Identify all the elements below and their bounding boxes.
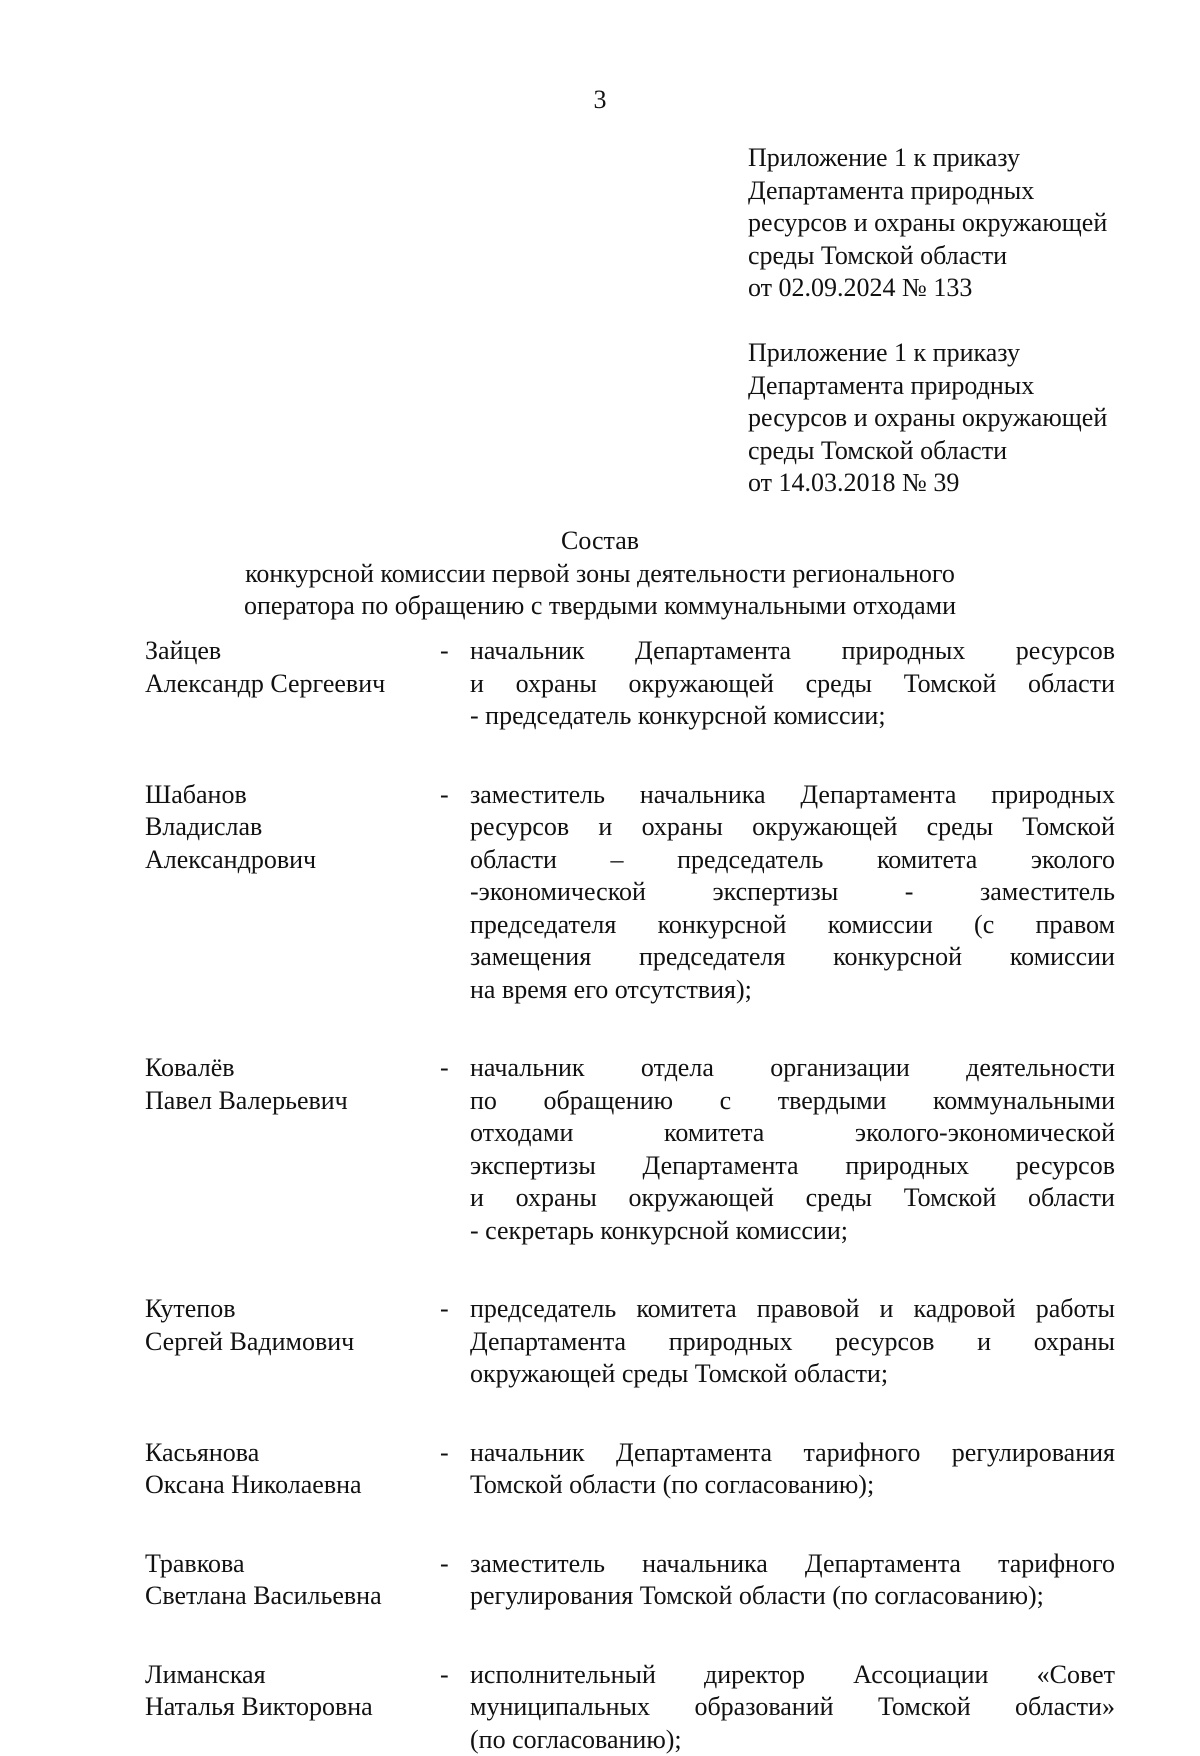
role-word: начальник — [470, 635, 585, 668]
role-word: охраны — [642, 811, 723, 844]
member-dash: - — [440, 779, 449, 812]
member-name-line: Павел Валерьевич — [145, 1085, 435, 1118]
commission-members-list — [145, 635, 1115, 1756]
member-role — [470, 635, 1115, 733]
role-word: Департамента — [635, 635, 791, 668]
role-word: ресурсов — [835, 1326, 934, 1359]
role-word: начальника — [640, 779, 766, 812]
role-word: Томской — [904, 668, 997, 701]
member-entry — [145, 1293, 1115, 1391]
role-word: ресурсов — [1016, 1150, 1115, 1183]
role-word: начальник — [470, 1437, 585, 1470]
role-word: Томской — [904, 1182, 997, 1215]
role-word: природных — [991, 779, 1115, 812]
member-dash: - — [440, 1052, 449, 1085]
member-name-line: Наталья Викторовна — [145, 1691, 435, 1724]
role-word: среды — [806, 668, 872, 701]
role-word: области» — [1015, 1691, 1115, 1724]
member-name-line: Оксана Николаевна — [145, 1469, 435, 1502]
role-word: охраны — [516, 1182, 597, 1215]
role-word: окружающей — [629, 1182, 774, 1215]
member-role — [470, 779, 1115, 1007]
role-word: заместитель — [470, 779, 605, 812]
title-subheading-line: конкурсной комиссии первой зоны деятельности регионального — [0, 558, 1200, 591]
member-role-line — [470, 876, 1115, 909]
appendix-line: от 14.03.2018 № 39 — [748, 467, 1168, 500]
member-dash: - — [440, 635, 449, 668]
member-name — [145, 1437, 435, 1502]
appendix-line: среды Томской области — [748, 435, 1168, 468]
member-entry — [145, 1548, 1115, 1613]
member-role — [470, 1437, 1115, 1502]
page-number: 3 — [0, 84, 1200, 116]
role-word: эколого-экономической — [855, 1117, 1115, 1150]
role-word: с — [720, 1085, 732, 1118]
role-word: отдела — [641, 1052, 714, 1085]
role-word: экспертизы — [470, 1150, 596, 1183]
role-word: природных — [842, 635, 966, 668]
member-role-line — [470, 1659, 1115, 1692]
role-word: муниципальных — [470, 1691, 650, 1724]
role-word: замещения — [470, 941, 591, 974]
member-role-line — [470, 1182, 1115, 1215]
member-role-line — [470, 779, 1115, 812]
role-word: работы — [1036, 1293, 1115, 1326]
member-role-line: на время его отсутствия); — [470, 974, 1115, 1007]
member-role-line: Томской области (по согласованию); — [470, 1469, 1115, 1502]
appendix-line: Департамента природных — [748, 175, 1168, 208]
role-word: и — [470, 668, 484, 701]
title-subheading-line: оператора по обращению с твердыми коммунальными отходами — [0, 590, 1200, 623]
member-name-line: Шабанов — [145, 779, 435, 812]
member-entry — [145, 1052, 1115, 1247]
member-role-line — [470, 1052, 1115, 1085]
member-role-line: (по согласованию); — [470, 1724, 1115, 1756]
appendix-line: Департамента природных — [748, 370, 1168, 403]
member-role-line — [470, 909, 1115, 942]
role-word: правом — [1035, 909, 1115, 942]
role-word: председателя — [470, 909, 616, 942]
role-word: Департамента — [805, 1548, 961, 1581]
role-word: и — [470, 1182, 484, 1215]
appendix-line: ресурсов и охраны окружающей — [748, 207, 1168, 240]
role-word: Департамента — [643, 1150, 799, 1183]
role-word: председатель — [677, 844, 823, 877]
member-role-line — [470, 635, 1115, 668]
role-word: начальник — [470, 1052, 585, 1085]
appendix-line: среды Томской области — [748, 240, 1168, 273]
role-word: окружающей — [752, 811, 897, 844]
appendix-line: Приложение 1 к приказу — [748, 337, 1168, 370]
role-word: -экономической — [470, 876, 646, 909]
role-word: – — [611, 844, 624, 877]
role-word: Томской — [878, 1691, 971, 1724]
role-word: комитета — [664, 1117, 764, 1150]
appendix-line: ресурсов и охраны окружающей — [748, 402, 1168, 435]
role-word: обращению — [543, 1085, 673, 1118]
member-entry — [145, 1659, 1115, 1756]
member-entry — [145, 779, 1115, 1007]
role-word: области — [470, 844, 557, 877]
role-word: тарифного — [998, 1548, 1115, 1581]
member-name-line: Зайцев — [145, 635, 435, 668]
member-role-line: - секретарь конкурсной комиссии; — [470, 1215, 1115, 1248]
member-name-line: Касьянова — [145, 1437, 435, 1470]
member-name-line: Владислав — [145, 811, 435, 844]
member-name-line: Ковалёв — [145, 1052, 435, 1085]
role-word: Томской — [1022, 811, 1115, 844]
member-role-line — [470, 1117, 1115, 1150]
role-word: кадровой — [914, 1293, 1016, 1326]
role-word: Ассоциации — [853, 1659, 988, 1692]
member-role — [470, 1548, 1115, 1613]
member-name — [145, 635, 435, 700]
member-role-line — [470, 1150, 1115, 1183]
role-word: «Совет — [1037, 1659, 1115, 1692]
role-word: конкурсной — [833, 941, 962, 974]
role-word: Департамента — [800, 779, 956, 812]
member-role-line — [470, 1437, 1115, 1470]
document-title — [0, 525, 1200, 623]
role-word: Департамента — [616, 1437, 772, 1470]
member-dash: - — [440, 1659, 449, 1692]
role-word: области — [1028, 1182, 1115, 1215]
member-role-line — [470, 1326, 1115, 1359]
member-role-line — [470, 668, 1115, 701]
role-word: тарифного — [803, 1437, 920, 1470]
member-name — [145, 779, 435, 877]
role-word: и — [598, 811, 612, 844]
role-word: комиссии — [828, 909, 933, 942]
role-word: - — [905, 876, 914, 909]
role-word: организации — [770, 1052, 910, 1085]
role-word: (с — [974, 909, 994, 942]
role-word: Департамента — [470, 1326, 626, 1359]
role-word: и — [880, 1293, 894, 1326]
role-word: экспертизы — [712, 876, 838, 909]
role-word: среды — [806, 1182, 872, 1215]
member-name-line: Лиманская — [145, 1659, 435, 1692]
appendix-reference-current — [748, 142, 1168, 305]
member-role-line — [470, 1691, 1115, 1724]
role-word: конкурсной — [658, 909, 787, 942]
member-entry — [145, 1437, 1115, 1502]
role-word: заместитель — [980, 876, 1115, 909]
member-name-line: Сергей Вадимович — [145, 1326, 435, 1359]
role-word: по — [470, 1085, 497, 1118]
member-name-line: Александрович — [145, 844, 435, 877]
role-word: ресурсов — [470, 811, 569, 844]
role-word: председатель — [470, 1293, 616, 1326]
role-word: эколого — [1031, 844, 1115, 877]
member-role — [470, 1293, 1115, 1391]
role-word: твердыми — [778, 1085, 887, 1118]
role-word: области — [1028, 668, 1115, 701]
title-heading: Состав — [0, 525, 1200, 558]
role-word: среды — [927, 811, 993, 844]
appendix-line: от 02.09.2024 № 133 — [748, 272, 1168, 305]
role-word: комитета — [636, 1293, 736, 1326]
role-word: природных — [845, 1150, 969, 1183]
member-role-line — [470, 1085, 1115, 1118]
role-word: образований — [694, 1691, 833, 1724]
member-dash: - — [440, 1437, 449, 1470]
appendix-reference-original — [748, 337, 1168, 500]
role-word: регулирования — [952, 1437, 1115, 1470]
member-name-line: Травкова — [145, 1548, 435, 1581]
role-word: окружающей — [629, 668, 774, 701]
member-name-line: Светлана Васильевна — [145, 1580, 435, 1613]
member-dash: - — [440, 1293, 449, 1326]
member-role-line — [470, 811, 1115, 844]
member-name — [145, 1659, 435, 1724]
member-name-line: Кутепов — [145, 1293, 435, 1326]
member-name — [145, 1052, 435, 1117]
role-word: председателя — [639, 941, 785, 974]
member-role-line: окружающей среды Томской области; — [470, 1358, 1115, 1391]
role-word: комитета — [877, 844, 977, 877]
role-word: и — [977, 1326, 991, 1359]
member-role-line — [470, 1293, 1115, 1326]
member-role — [470, 1052, 1115, 1247]
role-word: деятельности — [966, 1052, 1115, 1085]
appendix-line: Приложение 1 к приказу — [748, 142, 1168, 175]
role-word: охраны — [516, 668, 597, 701]
member-dash: - — [440, 1548, 449, 1581]
member-role-line: - председатель конкурсной комиссии; — [470, 700, 1115, 733]
member-name-line: Александр Сергеевич — [145, 668, 435, 701]
member-role-line: регулирования Томской области (по согласованию); — [470, 1580, 1115, 1613]
role-word: исполнительный — [470, 1659, 656, 1692]
member-role — [470, 1659, 1115, 1756]
member-role-line — [470, 1548, 1115, 1581]
role-word: охраны — [1034, 1326, 1115, 1359]
member-name — [145, 1293, 435, 1358]
role-word: природных — [669, 1326, 793, 1359]
role-word: отходами — [470, 1117, 573, 1150]
role-word: правовой — [757, 1293, 860, 1326]
member-name — [145, 1548, 435, 1613]
role-word: ресурсов — [1016, 635, 1115, 668]
role-word: начальника — [642, 1548, 768, 1581]
member-role-line — [470, 844, 1115, 877]
role-word: директор — [704, 1659, 805, 1692]
member-entry — [145, 635, 1115, 733]
role-word: комиссии — [1010, 941, 1115, 974]
role-word: заместитель — [470, 1548, 605, 1581]
member-role-line — [470, 941, 1115, 974]
role-word: коммунальными — [933, 1085, 1115, 1118]
